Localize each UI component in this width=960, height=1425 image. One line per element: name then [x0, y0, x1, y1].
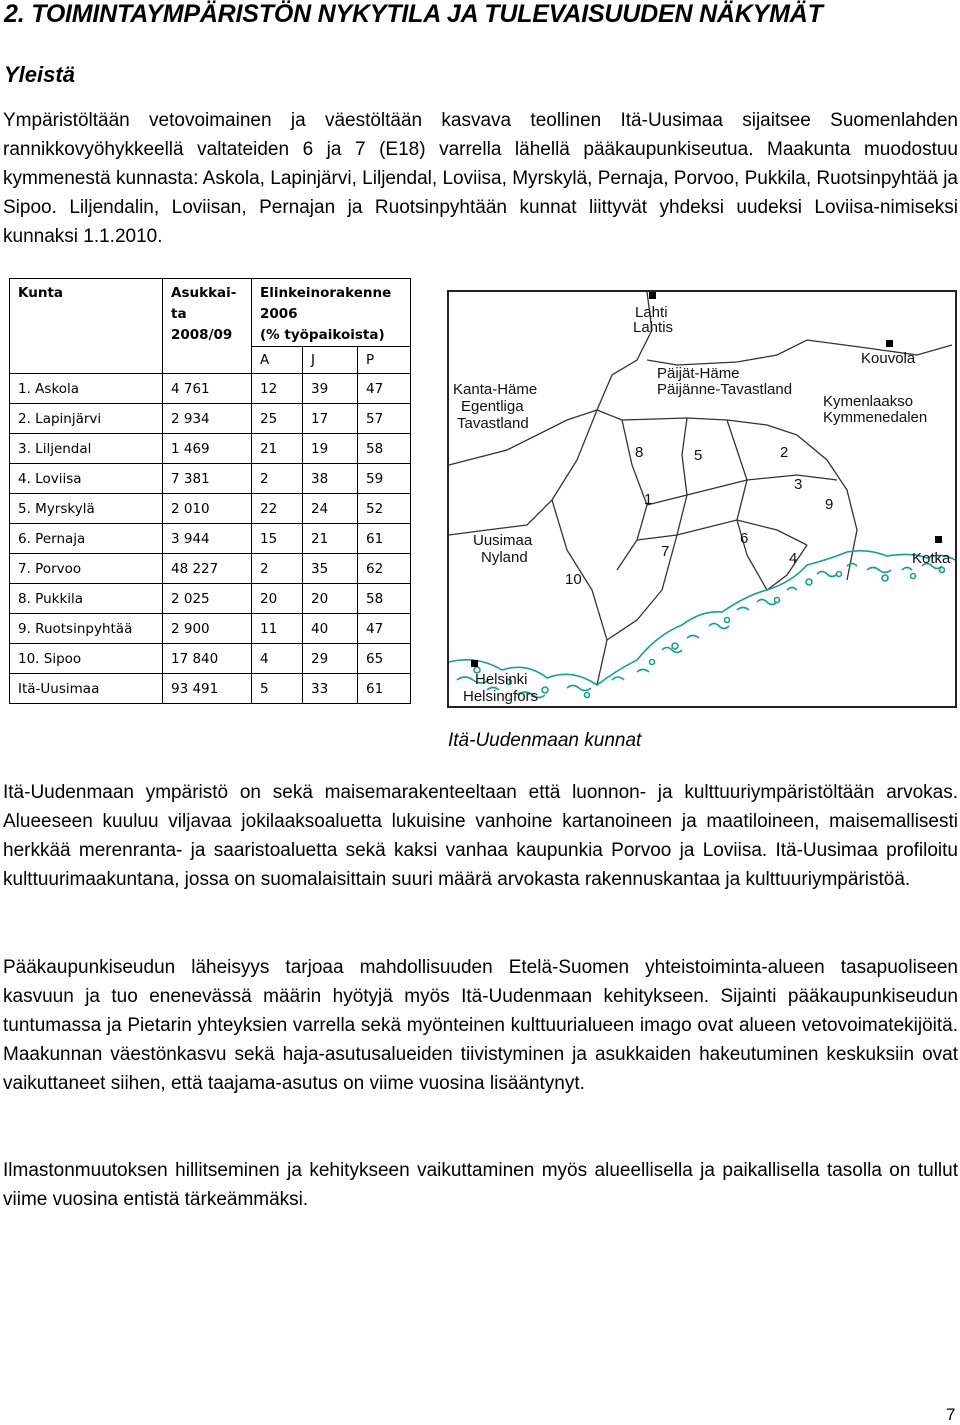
- header-a: A: [252, 347, 303, 374]
- page-number: 7: [946, 1405, 956, 1424]
- label-egentliga: Egentliga: [461, 398, 524, 415]
- cell-p: 47: [358, 374, 411, 404]
- cell-j: 24: [303, 494, 358, 524]
- cell-j: 19: [303, 434, 358, 464]
- cell-p: 58: [358, 434, 411, 464]
- cell-p: 57: [358, 404, 411, 434]
- cell-asukkaita: 93 491: [163, 674, 252, 704]
- table-row: [10, 374, 411, 404]
- cell-a: 15: [252, 524, 303, 554]
- label-uusimaa: Uusimaa: [473, 532, 533, 549]
- cell-p: 61: [358, 674, 411, 704]
- table-row: [10, 434, 411, 464]
- cell-a: 22: [252, 494, 303, 524]
- chapter-heading: 2. TOIMINTAYMPÄRISTÖN NYKYTILA JA TULEVAISUUDEN NÄKYMÄT: [4, 0, 823, 28]
- cell-a: 5: [252, 674, 303, 704]
- cell-kunta: 2. Lapinjärvi: [10, 404, 163, 434]
- kouvola-marker: [886, 340, 893, 347]
- cell-j: 40: [303, 614, 358, 644]
- cell-asukkaita: 2 934: [163, 404, 252, 434]
- map-number-3: 3: [794, 476, 803, 493]
- cell-asukkaita: 17 840: [163, 644, 252, 674]
- cell-a: 20: [252, 584, 303, 614]
- cell-p: 52: [358, 494, 411, 524]
- table-row: [10, 404, 411, 434]
- header-kunta: Kunta: [10, 279, 163, 347]
- paragraph-intro: Ympäristöltään vetovoimainen ja väestöltään kasvava teollinen Itä-Uusimaa sijaitsee Suomenlahden rannikkovyöhykkeellä valtateiden 6 ja 7 (E18) varrella lähellä pääkaupunkiseutua. Maakunta muodostuu kymmenestä kunnasta: Askola, Lapinjärvi, Liljendal, Loviisa, Myrskylä, Pernaja, Porvoo, Pukkila, Ruotsinpyhtää ja Sipoo. Liljendalin, Loviisan, Pernajan ja Ruotsinpyhtään kunnat liittyvät yhdeksi uudeksi Loviisa-nimiseksi kunnaksi 1.1.2010.: [3, 110, 958, 247]
- table-subheader-row: [10, 347, 411, 374]
- label-helsingfors: Helsingfors: [463, 688, 539, 705]
- cell-asukkaita: 4 761: [163, 374, 252, 404]
- cell-asukkaita: 2 010: [163, 494, 252, 524]
- table-row: [10, 554, 411, 584]
- cell-kunta: 3. Liljendal: [10, 434, 163, 464]
- cell-j: 20: [303, 584, 358, 614]
- cell-kunta: 1. Askola: [10, 374, 163, 404]
- cell-p: 58: [358, 584, 411, 614]
- cell-kunta: 10. Sipoo: [10, 644, 163, 674]
- cell-kunta: 9. Ruotsinpyhtää: [10, 614, 163, 644]
- table-row: [10, 494, 411, 524]
- cell-p: 59: [358, 464, 411, 494]
- header-asukkaita: Asukkai- ta 2008/09: [163, 279, 252, 347]
- cell-kunta: Itä-Uusimaa: [10, 674, 163, 704]
- label-paijat-hame: Päijät-Häme: [657, 365, 740, 382]
- cell-a: 25: [252, 404, 303, 434]
- map-number-7: 7: [661, 543, 670, 560]
- cell-asukkaita: 1 469: [163, 434, 252, 464]
- cell-j: 39: [303, 374, 358, 404]
- cell-a: 2: [252, 554, 303, 584]
- map-number-8: 8: [635, 444, 644, 461]
- map-number-5: 5: [694, 447, 703, 464]
- cell-p: 47: [358, 614, 411, 644]
- cell-p: 62: [358, 554, 411, 584]
- section-heading: Yleistä: [4, 62, 75, 87]
- cell-asukkaita: 7 381: [163, 464, 252, 494]
- cell-kunta: 8. Pukkila: [10, 584, 163, 614]
- cell-kunta: 7. Porvoo: [10, 554, 163, 584]
- label-lahtis: Lahtis: [633, 319, 674, 336]
- helsinki-marker: [471, 660, 478, 667]
- label-kouvola: Kouvola: [861, 350, 916, 367]
- cell-j: 35: [303, 554, 358, 584]
- label-paijanne-tavastland: Päijänne-Tavastland: [657, 381, 793, 398]
- label-tavastland: Tavastland: [457, 415, 529, 432]
- cell-p: 61: [358, 524, 411, 554]
- cell-asukkaita: 48 227: [163, 554, 252, 584]
- lahti-marker: [649, 292, 656, 299]
- header-j: J: [303, 347, 358, 374]
- table-row: [10, 614, 411, 644]
- cell-a: 12: [252, 374, 303, 404]
- label-nyland: Nyland: [481, 549, 528, 566]
- cell-kunta: 6. Pernaja: [10, 524, 163, 554]
- map-caption: Itä-Uudenmaan kunnat: [448, 730, 642, 751]
- header-empty: [10, 347, 163, 374]
- cell-asukkaita: 2 900: [163, 614, 252, 644]
- table-row: [10, 674, 411, 704]
- cell-a: 4: [252, 644, 303, 674]
- map-number-6: 6: [740, 530, 749, 547]
- cell-j: 17: [303, 404, 358, 434]
- cell-a: 2: [252, 464, 303, 494]
- label-kotka: Kotka: [912, 550, 951, 567]
- table-row: [10, 644, 411, 674]
- map-number-9: 9: [825, 496, 834, 513]
- cell-p: 65: [358, 644, 411, 674]
- label-kymenlaakso: Kymenlaakso: [823, 393, 914, 410]
- map-number-4: 4: [789, 550, 798, 567]
- cell-kunta: 5. Myrskylä: [10, 494, 163, 524]
- label-kymmenedalen: Kymmenedalen: [823, 409, 928, 426]
- cell-j: 33: [303, 674, 358, 704]
- paragraph-capital-region: Pääkaupunkiseudun läheisyys tarjoaa mahdollisuuden Etelä-Suomen yhteistoiminta-alueen tasapuoliseen kasvuun ja tuo enenevässä määrin hyötyjä myös Itä-Uudenmaan kehitykseen. Sijainti pääkaupunkiseudun tuntumassa ja Pietarin yhteyksien varrella sekä myönteinen kulttuurialueen imago ovat alueen vetovoimatekijöitä. Maakunnan väestönkasvu sekä haja-asutusalueiden tiivistyminen ja asukkaiden hakeutuminen keskuksiin ovat vaikuttaneet siihen, että taajama-asutus on viime vuosina lisääntynyt.: [3, 957, 958, 1094]
- cell-kunta: 4. Loviisa: [10, 464, 163, 494]
- map-number-2: 2: [780, 444, 789, 461]
- map-number-10: 10: [565, 571, 582, 588]
- cell-a: 11: [252, 614, 303, 644]
- table-row: [10, 464, 411, 494]
- kotka-marker: [935, 536, 942, 543]
- table-row: [10, 524, 411, 554]
- table-row: [10, 584, 411, 614]
- header-empty: [163, 347, 252, 374]
- region-map: [447, 290, 957, 708]
- cell-j: 29: [303, 644, 358, 674]
- cell-a: 21: [252, 434, 303, 464]
- map-number-1: 1: [644, 491, 653, 508]
- cell-asukkaita: 3 944: [163, 524, 252, 554]
- cell-asukkaita: 2 025: [163, 584, 252, 614]
- label-kanta-hame: Kanta-Häme: [453, 381, 538, 398]
- cell-j: 21: [303, 524, 358, 554]
- header-elinkeinorakenne: Elinkeinorakenne 2006 (% työpaikoista): [252, 279, 411, 347]
- paragraph-climate: Ilmastonmuutoksen hillitseminen ja kehitykseen vaikuttaminen myös alueellisella ja paikallisella tasolla on tullut viime vuosina entistä tärkeämmäksi.: [3, 1160, 958, 1210]
- paragraph-environment: Itä-Uudenmaan ympäristö on sekä maisemarakenteeltaan että luonnon- ja kulttuuriympäristöltään arvokas. Alueeseen kuuluu viljavaa jokilaaksoaluetta lukuisine vanhoine kartanoineen ja maatiloineen, maisemallisesti herkkää merenranta- ja saaristoaluetta sekä kaksi vanhaa kaupunkia Porvoo ja Loviisa. Itä-Uusimaa profiloitu kulttuurimaakuntana, jossa on suomalaisittain suuri määrä arvokasta rakennuskantaa ja kulttuuriympäristöä.: [3, 782, 958, 890]
- header-p: P: [358, 347, 411, 374]
- cell-j: 38: [303, 464, 358, 494]
- table-header-row: [10, 279, 411, 347]
- label-helsinki: Helsinki: [475, 671, 528, 688]
- municipality-table: [9, 278, 411, 704]
- map-svg: [447, 290, 957, 708]
- label-lahti: Lahti: [635, 304, 668, 321]
